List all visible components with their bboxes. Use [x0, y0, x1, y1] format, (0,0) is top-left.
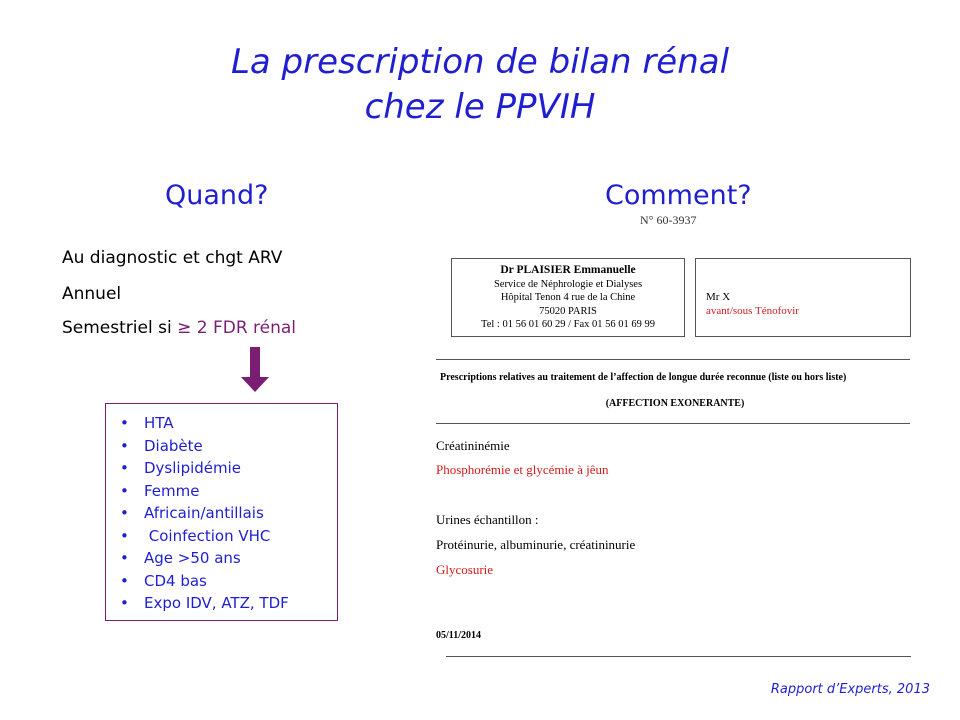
bullet-icon: • — [120, 549, 129, 567]
bullet-icon: • — [120, 436, 129, 455]
risk-factor-label: CD4 bas — [144, 571, 207, 590]
risk-factor-label: Africain/antillais — [144, 504, 264, 522]
list-item — [120, 525, 337, 548]
risk-factor-label: Femme — [144, 481, 200, 500]
bullet-icon: • — [120, 571, 129, 590]
exonerante-label: (AFFECTION EXONERANTE) — [605, 398, 745, 409]
risk-factor-list — [106, 404, 337, 615]
doctor-header-box — [451, 258, 685, 337]
list-item — [120, 502, 337, 525]
when-heading: Quand? — [165, 180, 269, 211]
bullet-icon: • — [120, 594, 129, 612]
when-line-annual: Annuel — [62, 284, 122, 304]
doctor-hospital: Hôpital Tenon 4 rue de la Chine — [500, 292, 636, 303]
list-item — [120, 457, 337, 480]
prescription-header: Prescriptions relatives au traitement de l’affection de longue durée reconnue (liste ou hors liste) — [440, 372, 847, 383]
risk-factor-label: HTA — [144, 414, 174, 432]
list-item — [120, 592, 337, 615]
bullet-icon: • — [120, 459, 129, 477]
divider — [446, 656, 911, 657]
down-arrow-icon — [241, 377, 269, 392]
how-heading: Comment? — [605, 180, 752, 211]
divider — [436, 423, 910, 424]
list-item — [120, 480, 337, 503]
bullet-icon: • — [120, 414, 129, 432]
when-line-diagnostic: Au diagnostic et chgt ARV — [62, 248, 283, 268]
rx-phosphoremie: Phosphorémie et glycémie à jêun — [436, 462, 609, 477]
when-line-semestriel — [62, 318, 296, 338]
list-item — [120, 412, 337, 435]
doctor-phone: Tel : 01 56 01 60 29 / Fax 01 56 01 69 99 — [481, 319, 655, 330]
risk-factor-box — [105, 403, 338, 621]
bullet-icon: • — [120, 481, 129, 500]
list-item — [120, 570, 337, 593]
form-number: N° 60-3937 — [640, 213, 697, 227]
divider — [436, 359, 910, 360]
source-citation: Rapport d’Experts, 2013 — [770, 682, 930, 697]
doctor-service: Service de Néphrologie et Dialyses — [493, 278, 643, 290]
down-arrow-shaft — [250, 347, 260, 379]
slide-title-line2: chez le PPVIH — [364, 87, 596, 127]
risk-factor-label: Age >50 ans — [144, 549, 241, 567]
risk-factor-label: Coinfection VHC — [144, 526, 271, 545]
rx-proteinurie: Protéinurie, albuminurie, créatininurie — [436, 537, 636, 552]
patient-name: Mr X — [706, 291, 731, 303]
semestriel-prefix: Semestriel si — [62, 318, 178, 338]
bullet-icon: • — [120, 504, 129, 522]
doctor-name: Dr PLAISIER Emmanuelle — [500, 264, 636, 276]
risk-factor-label: Diabète — [144, 436, 203, 455]
rx-urines: Urines échantillon : — [436, 512, 539, 527]
semestriel-fdr: ≥ 2 FDR rénal — [177, 318, 297, 338]
slide-title-line1: La prescription de bilan rénal — [230, 42, 730, 82]
bullet-icon: • — [120, 526, 129, 545]
patient-box — [695, 258, 911, 337]
list-item — [120, 435, 337, 458]
risk-factor-label: Expo IDV, ATZ, TDF — [144, 594, 289, 612]
patient-note: avant/sous Ténofovir — [706, 305, 799, 317]
risk-factor-label: Dyslipidémie — [144, 459, 242, 477]
prescription-date: 05/11/2014 — [436, 630, 482, 641]
doctor-city: 75020 PARIS — [539, 305, 597, 317]
rx-creatininemie: Créatininémie — [436, 438, 510, 453]
rx-glycosurie: Glycosurie — [436, 562, 494, 577]
list-item — [120, 547, 337, 570]
